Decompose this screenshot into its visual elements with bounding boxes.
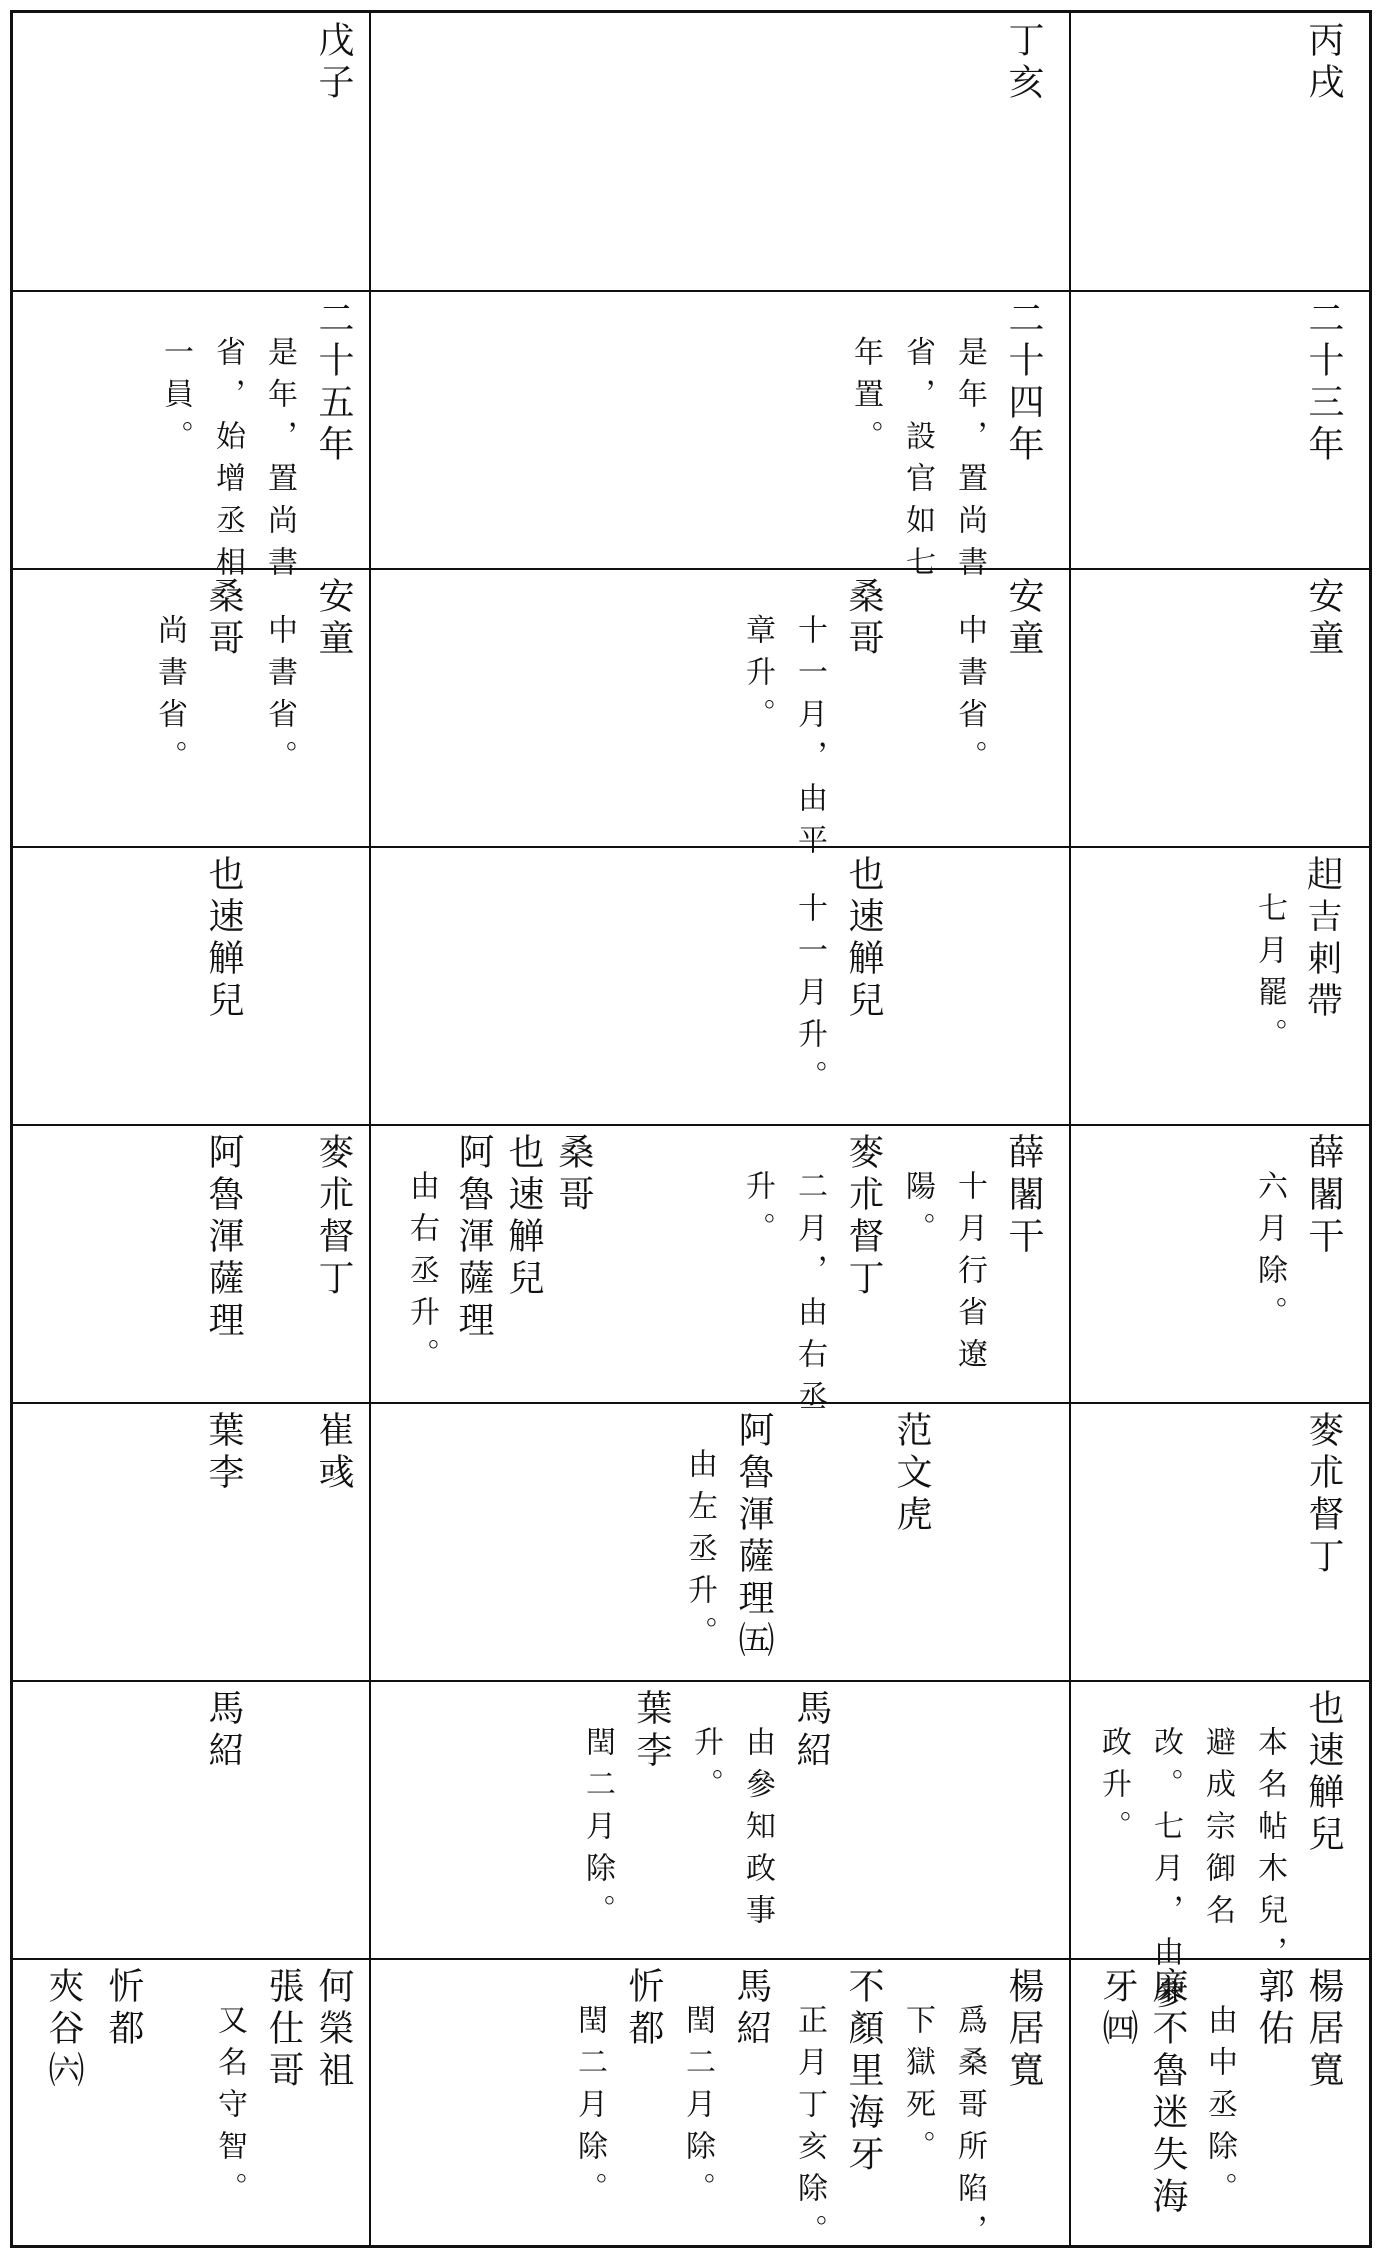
entry-column: 郭佑 [1253, 1967, 1294, 2051]
entry-column: 也速觯兒 [843, 855, 884, 1023]
entry-column: 二十三年 [1303, 299, 1344, 467]
entry-column: 由參知政事 [740, 1726, 775, 1936]
entry-column: 閏二月除。 [572, 2004, 607, 2214]
entry-column: 麥朮督丁 [313, 1133, 354, 1301]
entry-column: 升。 [688, 1726, 723, 1810]
entry-column: 省，設官如七 [900, 336, 935, 588]
entry-column: 中書省。 [262, 614, 297, 782]
entry-column: 阿魯渾薩理㈤ [733, 1411, 774, 1663]
entry-column: 本名帖木兒， [1252, 1726, 1287, 1978]
entry-column: 二十五年 [313, 299, 354, 467]
entry-column: 牙㈣ [1097, 1967, 1138, 2051]
entry-column: 麥朮督丁 [843, 1133, 884, 1301]
entry-column: 改。七月，由參 [1148, 1726, 1183, 2020]
entry-column: 二十四年 [1003, 299, 1044, 467]
entry-column: 章升。 [740, 614, 775, 740]
entry-column: 二月，由右丞 [792, 1170, 827, 1422]
entry-column: 政升。 [1096, 1726, 1131, 1852]
entry-column: 阿魯渾薩理 [453, 1133, 494, 1343]
entry-column: 閏二月除。 [680, 2004, 715, 2214]
entry-column: 由右丞升。 [404, 1170, 439, 1380]
entry-column: 十一月升。 [792, 892, 827, 1102]
entry-column: 馬紹 [203, 1689, 244, 1773]
entry-column: 安童 [1003, 577, 1044, 661]
row-divider [13, 1124, 1369, 1126]
entry-column: 忻都 [623, 1967, 664, 2051]
entry-column: 𧺝吉剌帶 [1303, 855, 1344, 1023]
entry-column: 正月丁亥除。 [792, 2004, 827, 2256]
row-divider [13, 1402, 1369, 1404]
entry-column: 崔彧 [313, 1411, 354, 1495]
entry-column: 楊居寬 [1303, 1967, 1344, 2093]
row-divider [13, 290, 1369, 292]
column-divider [369, 13, 371, 2245]
entry-column: 爲桑哥所陷， [952, 2004, 987, 2256]
entry-column: 安童 [313, 577, 354, 661]
chronological-table [10, 10, 1372, 2256]
column-divider [1069, 13, 1071, 2245]
entry-column: 七月罷。 [1252, 892, 1287, 1060]
entry-column: 丁亥 [1003, 21, 1044, 105]
entry-column: 陽。 [900, 1170, 935, 1254]
entry-column: 馬紹 [791, 1689, 832, 1773]
entry-column: 閏二月除。 [580, 1726, 615, 1936]
entry-column: 是年，置尚書 [952, 336, 987, 588]
entry-column: 桑哥 [203, 577, 244, 661]
entry-column: 戊子 [313, 21, 354, 105]
entry-column: 年置。 [848, 336, 883, 462]
entry-column: 丙戌 [1303, 21, 1344, 105]
entry-column: 一員。 [158, 336, 193, 462]
entry-column: 安童 [1303, 577, 1344, 661]
entry-column: 廉不魯迷失海 [1147, 1967, 1188, 2219]
entry-column: 夾谷㈥ [43, 1967, 84, 2093]
entry-column: 忻都 [103, 1967, 144, 2051]
entry-column: 下獄死。 [900, 2004, 935, 2172]
entry-column: 張仕哥 [263, 1967, 304, 2093]
entry-column: 楊居寬 [1003, 1967, 1044, 2093]
entry-column: 薛闍干 [1003, 1133, 1044, 1259]
entry-column: 由中丞除。 [1202, 2004, 1237, 2214]
entry-column: 葉李 [631, 1689, 672, 1773]
entry-column: 不顏里海牙 [843, 1967, 884, 2177]
entry-column: 何榮祖 [313, 1967, 354, 2093]
entry-column: 十一月，由平 [792, 614, 827, 866]
entry-column: 是年，置尚書 [262, 336, 297, 588]
entry-column: 范文虎 [891, 1411, 932, 1537]
entry-column: 也速觯兒 [503, 1133, 544, 1301]
entry-column: 葉李 [203, 1411, 244, 1495]
entry-column: 避成宗御名 [1200, 1726, 1235, 1936]
entry-column: 省，始增丞相 [210, 336, 245, 588]
entry-column: 桑哥 [843, 577, 884, 661]
entry-column: 馬紹 [731, 1967, 772, 2051]
entry-column: 也速觯兒 [1303, 1689, 1344, 1857]
row-divider [13, 846, 1369, 848]
entry-column: 桑哥 [553, 1133, 594, 1217]
entry-column: 尚書省。 [152, 614, 187, 782]
entry-column: 也速觯兒 [203, 855, 244, 1023]
entry-column: 麥朮督丁 [1303, 1411, 1344, 1579]
entry-column: 又名守智。 [212, 2004, 247, 2214]
entry-column: 中書省。 [952, 614, 987, 782]
entry-column: 升。 [740, 1170, 775, 1254]
entry-column: 薛闍干 [1303, 1133, 1344, 1259]
entry-column: 由左丞升。 [682, 1448, 717, 1658]
entry-column: 阿魯渾薩理 [203, 1133, 244, 1343]
entry-column: 六月除。 [1252, 1170, 1287, 1338]
entry-column: 十月行省遼 [952, 1170, 987, 1380]
row-divider [13, 1680, 1369, 1682]
